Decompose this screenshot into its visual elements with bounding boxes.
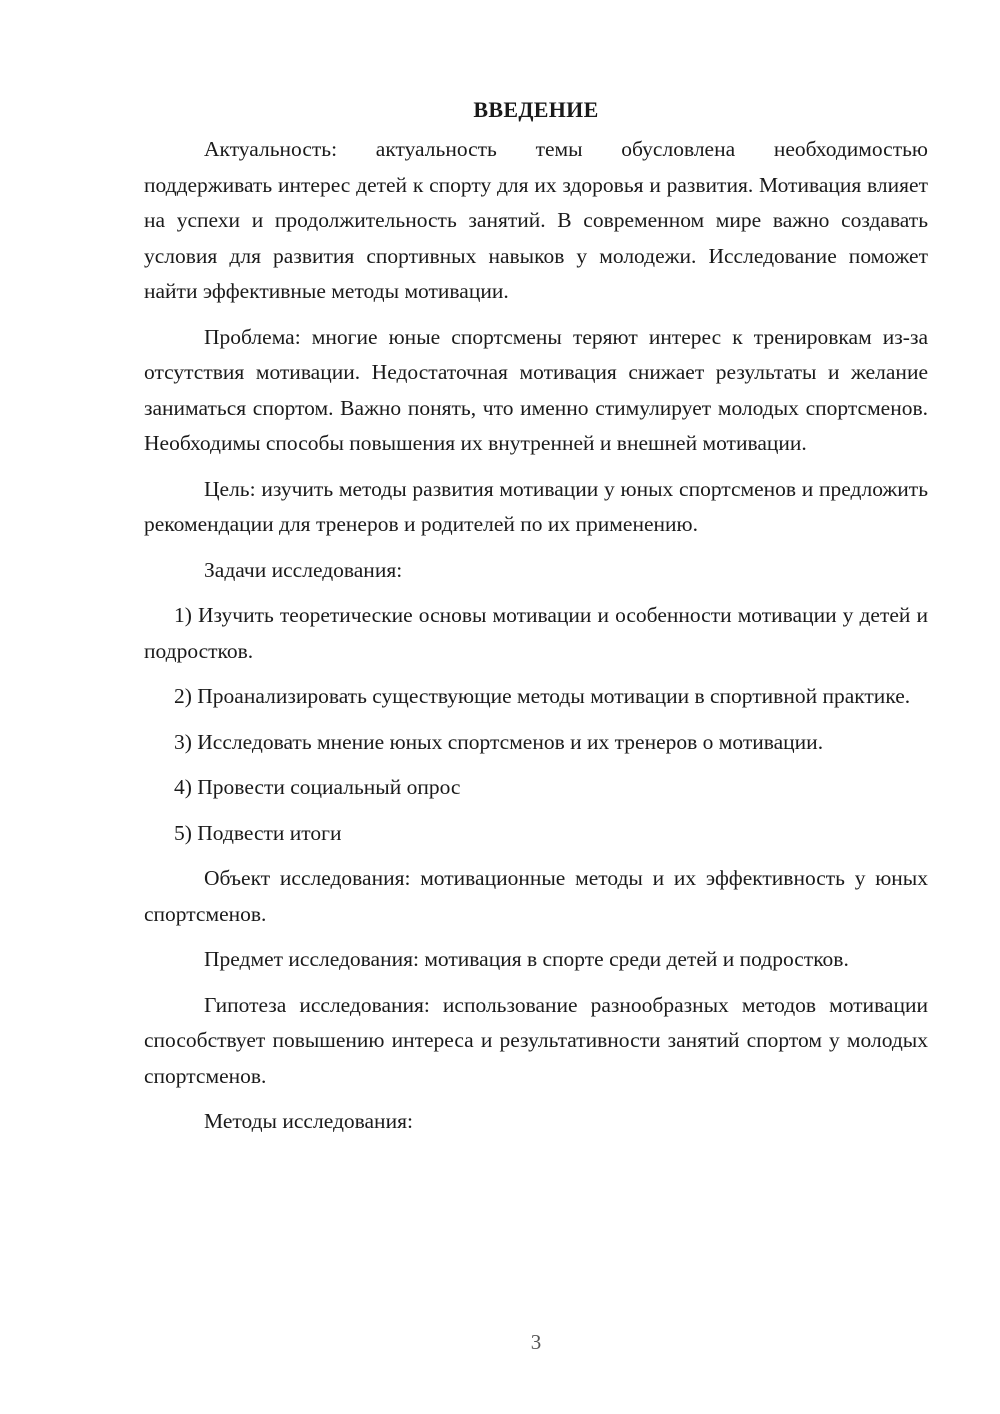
paragraph-object: Объект исследования: мотивационные методы и их эффективность у юных спортсменов. bbox=[144, 866, 928, 926]
paragraph-goal: Цель: изучить методы развития мотивации у юных спортсменов и предложить рекомендации для тренеров и родителей по их применению. bbox=[144, 476, 928, 536]
document-page bbox=[144, 92, 928, 1150]
page-number: 3 bbox=[530, 1330, 542, 1354]
paragraph-hypothesis: Гипотеза исследования: использование разнообразных методов мотивации способствует повышению интереса и результативности занятий спортом у молодых спортсменов. bbox=[144, 992, 928, 1088]
task-item-1: 1) Изучить теоретические основы мотивации и особенности мотивации у детей и подростков. bbox=[144, 603, 928, 663]
tasks-heading: Задачи исследования: bbox=[204, 557, 403, 582]
page-title: ВВЕДЕНИЕ bbox=[473, 97, 599, 122]
paragraph-problem: Проблема: многие юные спортсмены теряют интерес к тренировкам из-за отсутствия мотивации. Недостаточная мотивация снижает результаты и желание заниматься спортом. Важно понять, что именно стимулирует молодых спортсменов. Необходимы способы повышения их внутренней и внешней мотивации. bbox=[144, 324, 928, 455]
task-item-4: 4) Провести социальный опрос bbox=[174, 775, 461, 799]
methods-heading: Методы исследования: bbox=[204, 1109, 413, 1133]
task-item-5: 5) Подвести итоги bbox=[174, 820, 342, 845]
task-item-3: 3) Исследовать мнение юных спортсменов и их тренеров о мотивации. bbox=[174, 729, 824, 754]
paragraph-subject: Предмет исследования: мотивация в спорте среди детей и подростков. bbox=[204, 947, 849, 971]
paragraph-relevance: Актуальность: актуальность темы обусловлена необходимостью поддерживать интерес детей к спорту для их здоровья и развития. Мотивация влияет на успехи и продолжительность занятий. В современном мире важно создавать условия для развития спортивных навыков у молодежи. Исследование поможет найти эффективные методы мотивации. bbox=[144, 137, 928, 303]
task-item-2: 2) Проанализировать существующие методы мотивации в спортивной практике. bbox=[174, 684, 911, 708]
